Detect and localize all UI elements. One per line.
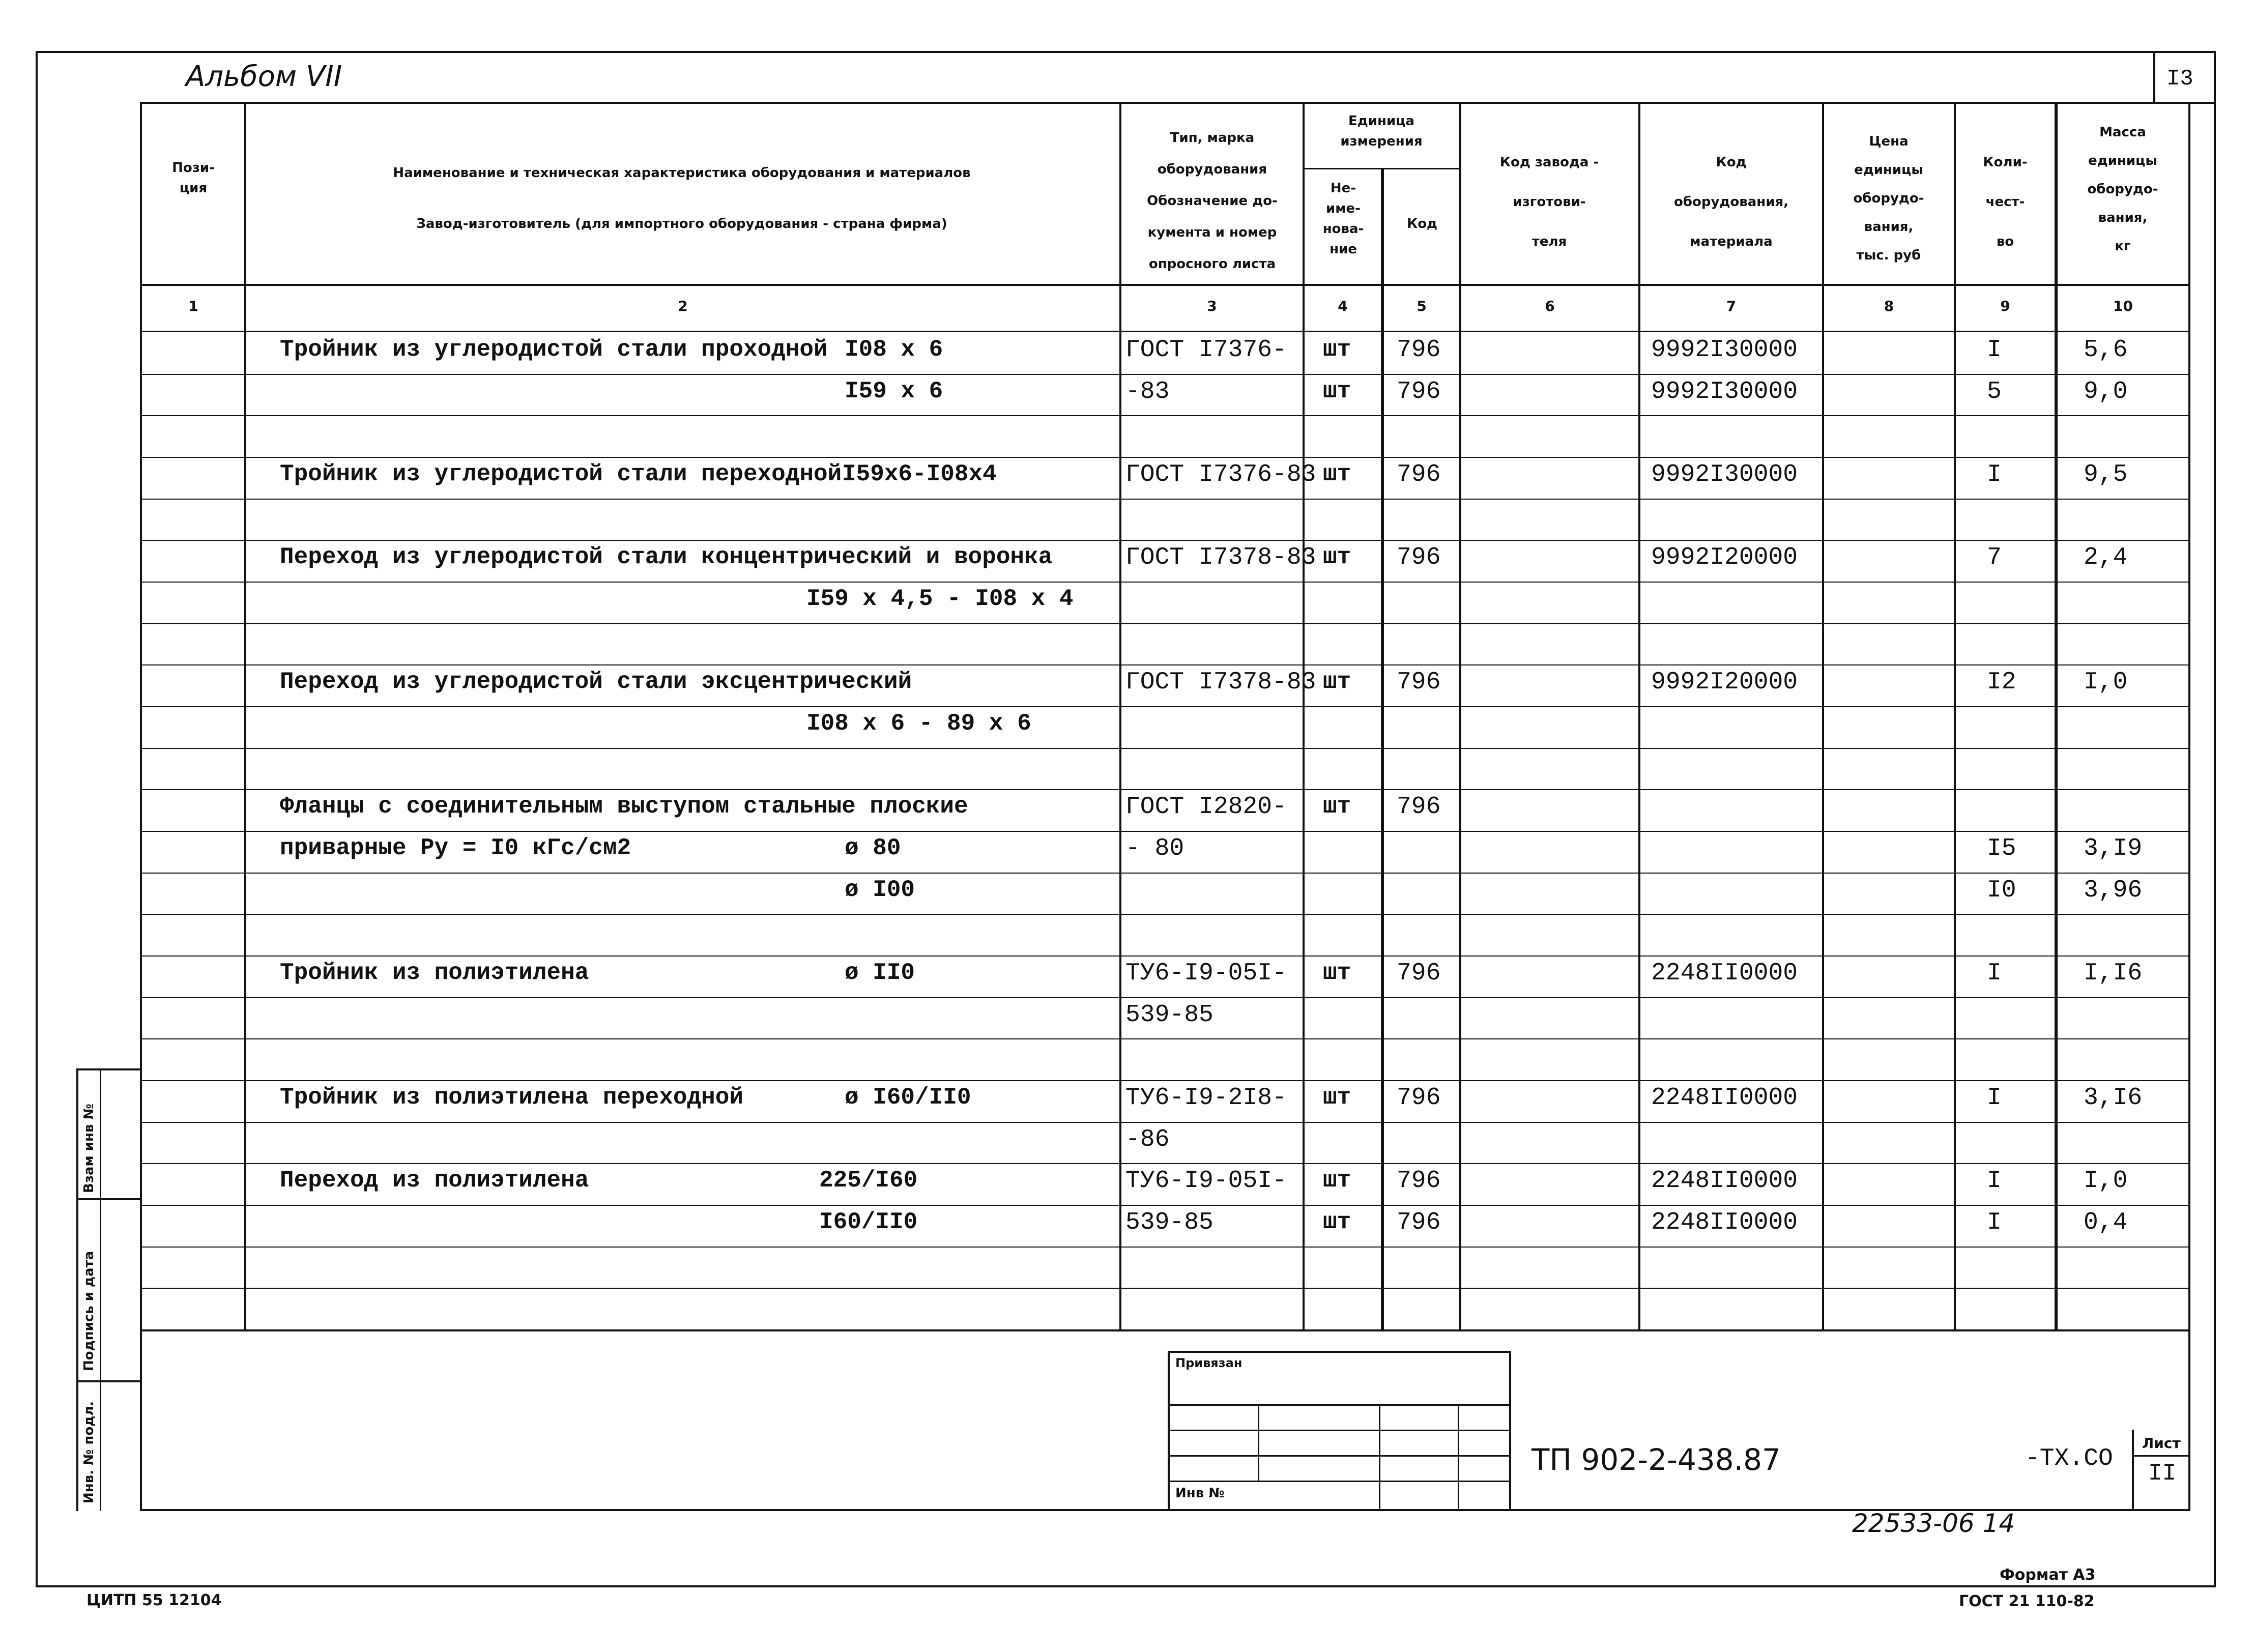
row-mass: 9,5: [2084, 461, 2128, 488]
stamp-suffix: -ТХ.СО: [2025, 1445, 2113, 1472]
col-number: 5: [1417, 298, 1427, 314]
format-label: Формат А3: [2000, 1566, 2096, 1584]
row-unit: шт: [1323, 793, 1351, 820]
row-size: I60/II0: [819, 1209, 918, 1235]
row-unit-code: 796: [1397, 793, 1441, 821]
row-name: Тройник из углеродистой стали переходной: [280, 461, 842, 487]
stamp-sheet-number: II: [2148, 1460, 2177, 1487]
row-quantity: I0: [1987, 877, 2016, 904]
row-unit: шт: [1323, 1209, 1351, 1235]
row-size: ø 80: [845, 835, 901, 861]
stamp-inv-label: Инв №: [1175, 1486, 1225, 1501]
side-label-inv-original: Инв. № подл.: [81, 1401, 97, 1503]
row-unit: шт: [1323, 1084, 1351, 1111]
row-document: ТУ6-I9-05I-: [1125, 960, 1287, 987]
row-document: - 80: [1125, 835, 1184, 862]
row-unit-code: 796: [1397, 378, 1441, 405]
row-size: ø I00: [845, 877, 915, 903]
row-quantity: I: [1987, 461, 2002, 488]
row-document: ГОСТ I7376-83: [1125, 461, 1316, 488]
row-equipment-code: 9992I20000: [1651, 669, 1798, 696]
header-price: Цена единицы оборудо- вания, тыс. руб: [1853, 134, 1924, 263]
header-unit-code: Код: [1406, 216, 1438, 231]
row-equipment-code: 9992I20000: [1651, 544, 1798, 571]
header-type: Тип, марка оборудования Обозначение до- кумента и номер опросного листа: [1147, 130, 1278, 272]
row-mass: I,0: [2084, 669, 2128, 696]
row-unit-code: 796: [1397, 336, 1441, 364]
row-name: Переход из углеродистой стали концентрический и воронка: [280, 544, 1053, 570]
row-name: Фланцы с соединительным выступом стальные плоские: [280, 793, 968, 820]
row-document: ГОСТ I2820-: [1125, 793, 1287, 821]
document-number: 22533-06 14: [1852, 1509, 2015, 1538]
col-number: 9: [2000, 298, 2010, 314]
header-unit-group: Единица измерения: [1340, 113, 1423, 149]
row-name: Переход из углеродистой стали эксцентрический: [280, 669, 912, 695]
row-size: I59х6-I08х4: [842, 461, 997, 487]
row-mass: I,0: [2084, 1167, 2128, 1195]
row-quantity: I: [1987, 336, 2002, 364]
col-number: 1: [188, 298, 198, 314]
col-number: 7: [1726, 298, 1737, 314]
row-equipment-code: 2248II0000: [1651, 1084, 1798, 1112]
row-name: Тройник из углеродистой стали проходной: [280, 336, 828, 363]
row-unit: шт: [1323, 1167, 1351, 1194]
row-size: 225/I60: [819, 1167, 918, 1194]
row-document: 539-85: [1125, 1001, 1213, 1029]
stamp-privyazan-label: Привязан: [1175, 1356, 1242, 1370]
row-quantity: 5: [1987, 378, 2002, 405]
row-document: ГОСТ I7376-: [1125, 336, 1287, 364]
row-unit-code: 796: [1397, 544, 1441, 571]
row-unit: шт: [1323, 960, 1351, 986]
header-plant-code: Код завода - изготови- теля: [1499, 155, 1599, 249]
row-unit-code: 796: [1397, 960, 1441, 987]
album-label: Альбом VII: [186, 60, 342, 93]
row-document: -86: [1125, 1126, 1170, 1153]
row-name: Тройник из полиэтилена переходной: [280, 1084, 743, 1111]
col-number: 10: [2113, 298, 2133, 314]
row-quantity: I2: [1987, 669, 2016, 696]
row-mass: 3,I9: [2084, 835, 2143, 862]
row-unit: шт: [1323, 669, 1351, 695]
row-quantity: I: [1987, 960, 2002, 987]
row-document: -83: [1125, 378, 1170, 405]
row-document: ТУ6-I9-2I8-: [1125, 1084, 1287, 1112]
row-name: Переход из полиэтилена: [280, 1167, 589, 1194]
header-unit-name: Не- име- нова- ние: [1322, 181, 1364, 257]
page-number: I3: [2166, 66, 2193, 92]
header-name: Наименование и техническая характеристика оборудования и материалов Завод-изготовитель (для импортного оборудования - страна фирма): [393, 165, 971, 231]
row-equipment-code: 9992I30000: [1651, 461, 1798, 488]
row-mass: 0,4: [2084, 1209, 2128, 1236]
stamp-designation: ТП 902-2-438.87: [1531, 1442, 1781, 1477]
col-number: 2: [678, 298, 688, 314]
side-label-signature-date: Подпись и дата: [81, 1251, 97, 1371]
row-mass: 9,0: [2084, 378, 2128, 405]
row-unit: шт: [1323, 336, 1351, 363]
row-document: ТУ6-I9-05I-: [1125, 1167, 1287, 1195]
row-quantity: I: [1987, 1209, 2002, 1236]
row-name: приварные Ру = I0 кГс/см2: [280, 835, 631, 861]
row-unit: шт: [1323, 378, 1351, 404]
row-document: 539-85: [1125, 1209, 1213, 1236]
row-quantity: 7: [1987, 544, 2002, 571]
col-number: 8: [1884, 298, 1894, 314]
row-equipment-code: 2248II0000: [1651, 1209, 1798, 1236]
header-mass: Масса единицы оборудо- вания, кг: [2087, 125, 2158, 254]
header-quantity: Коли- чест- во: [1983, 155, 2028, 249]
header-equipment-code: Код оборудования, материала: [1673, 155, 1789, 249]
col-number: 3: [1207, 298, 1217, 314]
row-mass: 2,4: [2084, 544, 2128, 571]
row-unit: шт: [1323, 544, 1351, 570]
row-document: ГОСТ I7378-83: [1125, 669, 1316, 696]
row-quantity: I5: [1987, 835, 2016, 862]
row-unit-code: 796: [1397, 1084, 1441, 1112]
row-mass: 3,I6: [2084, 1084, 2143, 1112]
row-mass: 5,6: [2084, 336, 2128, 364]
row-document: ГОСТ I7378-83: [1125, 544, 1316, 571]
gost-label: ГОСТ 21 110-82: [1959, 1592, 2095, 1610]
row-equipment-code: 2248II0000: [1651, 1167, 1798, 1195]
row-unit-code: 796: [1397, 461, 1441, 488]
row-size: I59 х 6: [845, 378, 943, 404]
citp-label: ЦИТП 55 12104: [86, 1591, 222, 1609]
stamp-sheet-label: Лист: [2142, 1435, 2181, 1452]
row-unit-code: 796: [1397, 1209, 1441, 1236]
row-mass: 3,96: [2084, 877, 2143, 904]
row-quantity: I: [1987, 1084, 2002, 1112]
row-unit-code: 796: [1397, 1167, 1441, 1195]
header-position: Пози- ция: [172, 160, 215, 196]
row-unit: шт: [1323, 461, 1351, 487]
side-label-replaced-inv: Взам инв №: [81, 1104, 97, 1193]
row-size: I59 х 4,5 - I08 х 4: [806, 586, 1074, 612]
row-size: I08 х 6: [845, 336, 943, 363]
row-equipment-code: 2248II0000: [1651, 960, 1798, 987]
row-equipment-code: 9992I30000: [1651, 336, 1798, 364]
row-quantity: I: [1987, 1167, 2002, 1195]
col-number: 6: [1545, 298, 1555, 314]
row-unit-code: 796: [1397, 669, 1441, 696]
row-mass: I,I6: [2084, 960, 2143, 987]
row-size: ø I60/II0: [845, 1084, 971, 1111]
row-size: I08 х 6 - 89 х 6: [806, 710, 1031, 737]
row-name: Тройник из полиэтилена: [280, 960, 589, 986]
col-number: 4: [1338, 298, 1348, 314]
row-equipment-code: 9992I30000: [1651, 378, 1798, 405]
row-size: ø II0: [845, 960, 915, 986]
